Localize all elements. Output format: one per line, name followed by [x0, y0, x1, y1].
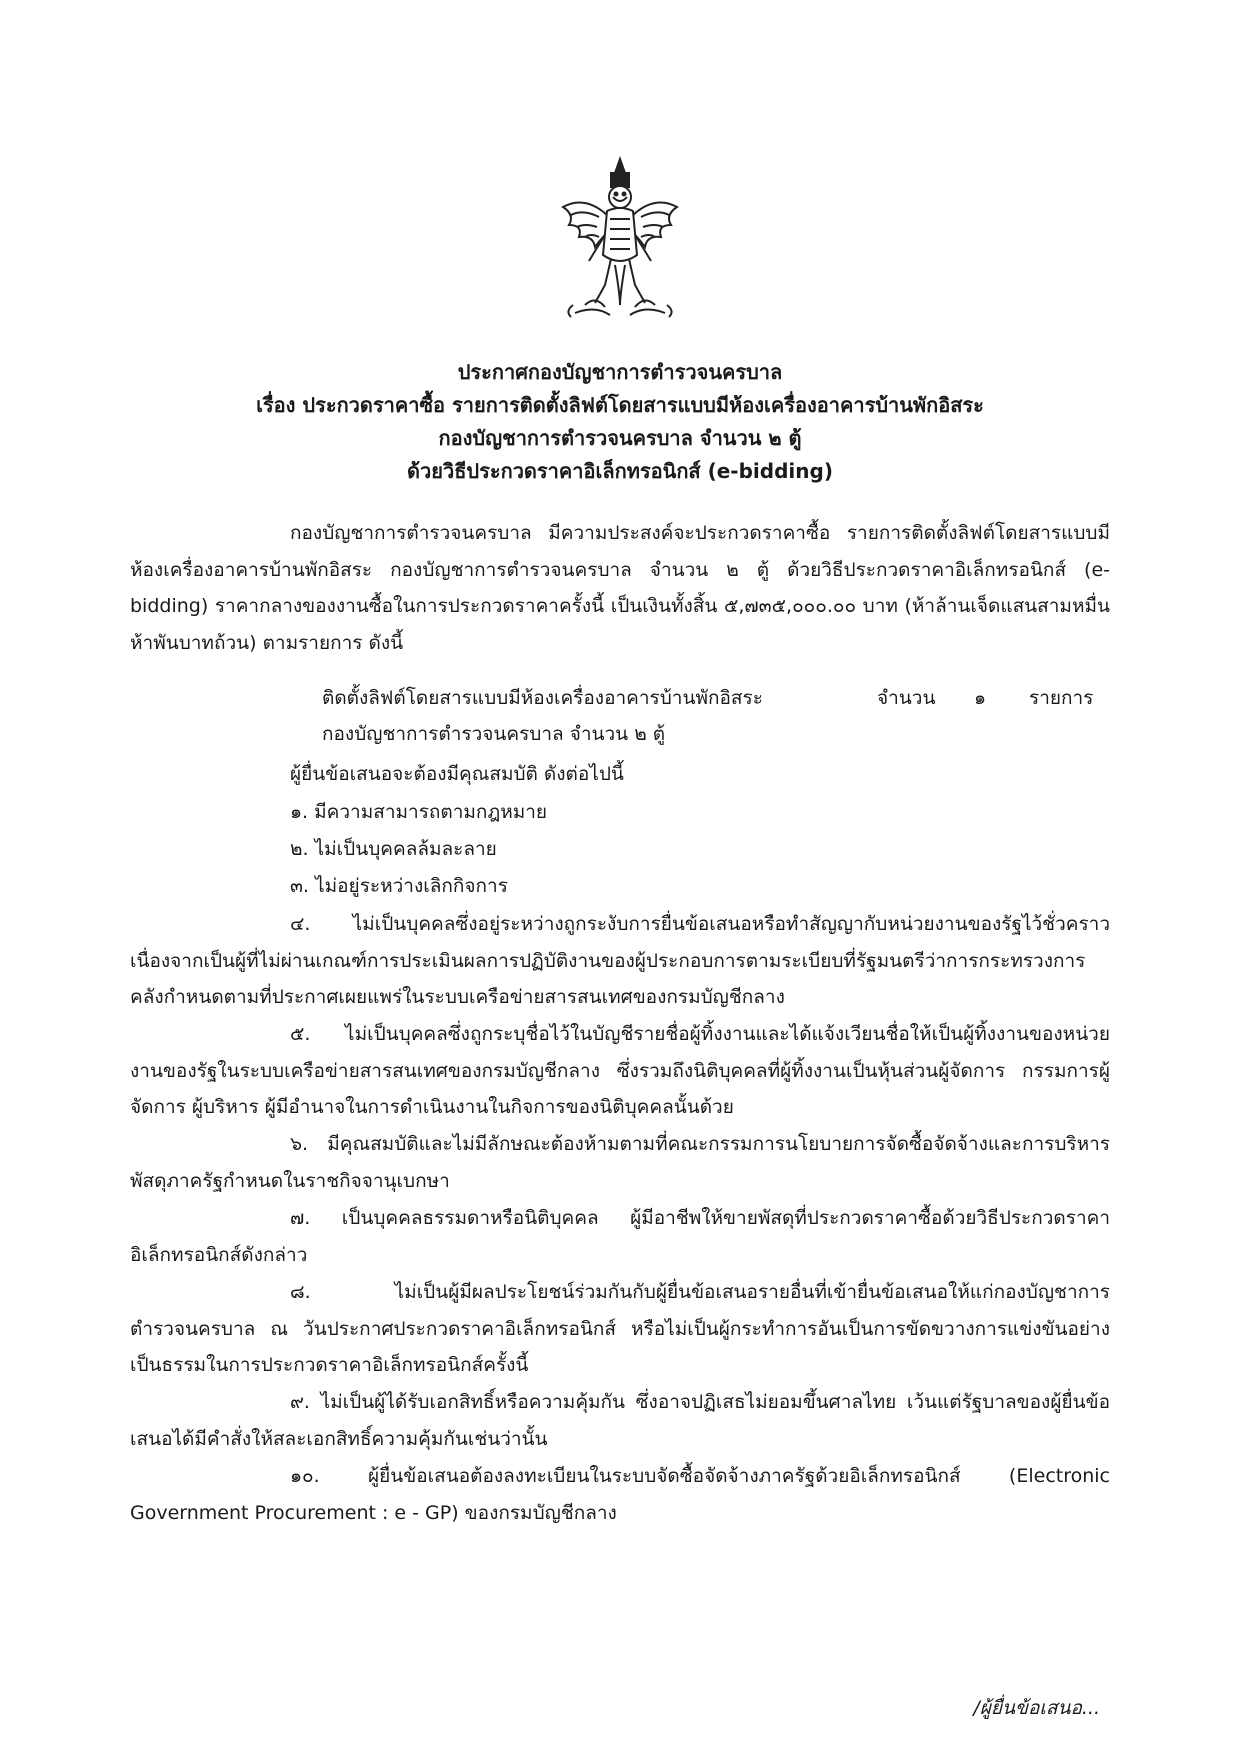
- announcement-subject-line-2: กองบัญชาการตำรวจนครบาล จำนวน ๒ ตู้: [438, 426, 802, 450]
- procurement-item-row: [322, 680, 1122, 752]
- qualification-item: ๖. มีคุณสมบัติและไม่มีลักษณะต้องห้ามตามที่คณะกรรมการนโยบายการจัดซื้อจัดจ้างและการบริหารพัสดุภาครัฐกำหนดในราชกิจจานุเบกษา: [130, 1133, 1110, 1192]
- item-name-line-2: กองบัญชาการตำรวจนครบาล จำนวน ๒ ตู้: [322, 723, 666, 745]
- qualification-item: ๑. มีความสามารถตามกฎหมาย: [290, 801, 548, 823]
- announcement-title: ประกาศกองบัญชาการตำรวจนครบาล: [457, 360, 783, 384]
- announcement-subject-line-3: ด้วยวิธีประกวดราคาอิเล็กทรอนิกส์ (e-bidding): [407, 459, 833, 483]
- item-unit: รายการ: [1029, 687, 1094, 709]
- qualification-item: ๔. ไม่เป็นบุคคลซึ่งอยู่ระหว่างถูกระงับการยื่นข้อเสนอหรือทำสัญญากับหน่วยงานของรัฐไว้ชั่วคราว เนื่องจากเป็นผู้ที่ไม่ผ่านเกณฑ์การประเมินผลการปฏิบัติงานของผู้ประกอบการตามระเบียบที่รัฐมนตรีว่าการกระทรวงการคลังกำหนดตามที่ประกาศเผยแพร่ในระบบเครือข่ายสารสนเทศของกรมบัญชีกลาง: [130, 913, 1110, 1008]
- qualification-item: ๒. ไม่เป็นบุคคลล้มละลาย: [290, 838, 497, 860]
- qualification-item: ๓. ไม่อยู่ระหว่างเลิกกิจการ: [290, 875, 508, 897]
- announcement-title-block: [140, 356, 1100, 488]
- announcement-subject-line-1: เรื่อง ประกวดราคาซื้อ รายการติดตั้งลิฟต์โดยสารแบบมีห้องเครื่องอาคารบ้านพักอิสระ: [256, 393, 984, 417]
- item-name-line-1: ติดตั้งลิฟต์โดยสารแบบมีห้องเครื่องอาคารบ้านพักอิสระ: [322, 687, 763, 709]
- qualification-item: ๙. ไม่เป็นผู้ได้รับเอกสิทธิ์หรือความคุ้มกัน ซึ่งอาจปฏิเสธไม่ยอมขึ้นศาลไทย เว้นแต่รัฐบาลของผู้ยื่นข้อเสนอได้มีคำสั่งให้สละเอกสิทธิ์ความคุ้มกันเช่นว่านั้น: [130, 1391, 1110, 1450]
- item-qty-label: จำนวน: [877, 687, 936, 709]
- qualifications-heading: ผู้ยื่นข้อเสนอจะต้องมีคุณสมบัติ ดังต่อไปนี้: [290, 763, 624, 785]
- qualification-item: ๕. ไม่เป็นบุคคลซึ่งถูกระบุชื่อไว้ในบัญชีรายชื่อผู้ทิ้งงานและได้แจ้งเวียนชื่อให้เป็นผู้ทิ้งงานของหน่วยงานของรัฐในระบบเครือข่ายสารสนเทศของกรมบัญชีกลาง ซึ่งรวมถึงนิติบุคคลที่ผู้ทิ้งงานเป็นหุ้นส่วนผู้จัดการ กรรมการผู้จัดการ ผู้บริหาร ผู้มีอำนาจในการดำเนินงานในกิจการของนิติบุคคลนั้นด้วย: [130, 1023, 1110, 1118]
- qualification-item: ๗. เป็นบุคคลธรรมดาหรือนิติบุคคล ผู้มีอาชีพให้ขายพัสดุที่ประกวดราคาซื้อด้วยวิธีประกวดราคาอิเล็กทรอนิกส์ดังกล่าว: [130, 1207, 1110, 1266]
- intro-paragraph: กองบัญชาการตำรวจนครบาล มีความประสงค์จะประกวดราคาซื้อ รายการติดตั้งลิฟต์โดยสารแบบมีห้องเครื่องอาคารบ้านพักอิสระ กองบัญชาการตำรวจนครบาล จำนวน ๒ ตู้ ด้วยวิธีประกวดราคาอิเล็กทรอนิกส์ (e-bidding) ราคากลางของงานซื้อในการประกวดราคาครั้งนี้ เป็นเงินทั้งสิ้น ๕,๗๓๕,๐๐๐.๐๐ บาท (ห้าล้านเจ็ดแสนสามหมื่นห้าพันบาทถ้วน) ตามรายการ ดังนี้: [130, 522, 1110, 654]
- qualification-item: ๑๐. ผู้ยื่นข้อเสนอต้องลงทะเบียนในระบบจัดซื้อจัดจ้างภาครัฐด้วยอิเล็กทรอนิกส์ (Electronic Government Procurement : e - GP) ของกรมบัญชีกลาง: [130, 1465, 1110, 1524]
- item-qty: ๑: [973, 687, 987, 709]
- continuation-note: /ผู้ยื่นข้อเสนอ...: [973, 1697, 1100, 1719]
- qualification-item: ๘. ไม่เป็นผู้มีผลประโยชน์ร่วมกันกับผู้ยื่นข้อเสนอรายอื่นที่เข้ายื่นข้อเสนอให้แก่กองบัญชาการตำรวจนครบาล ณ วันประกาศประกวดราคาอิเล็กทรอนิกส์ หรือไม่เป็นผู้กระทำการอันเป็นการขัดขวางการแข่งขันอย่างเป็นธรรมในการประกวดราคาอิเล็กทรอนิกส์ครั้งนี้: [130, 1281, 1110, 1376]
- garuda-emblem-icon: [555, 155, 685, 320]
